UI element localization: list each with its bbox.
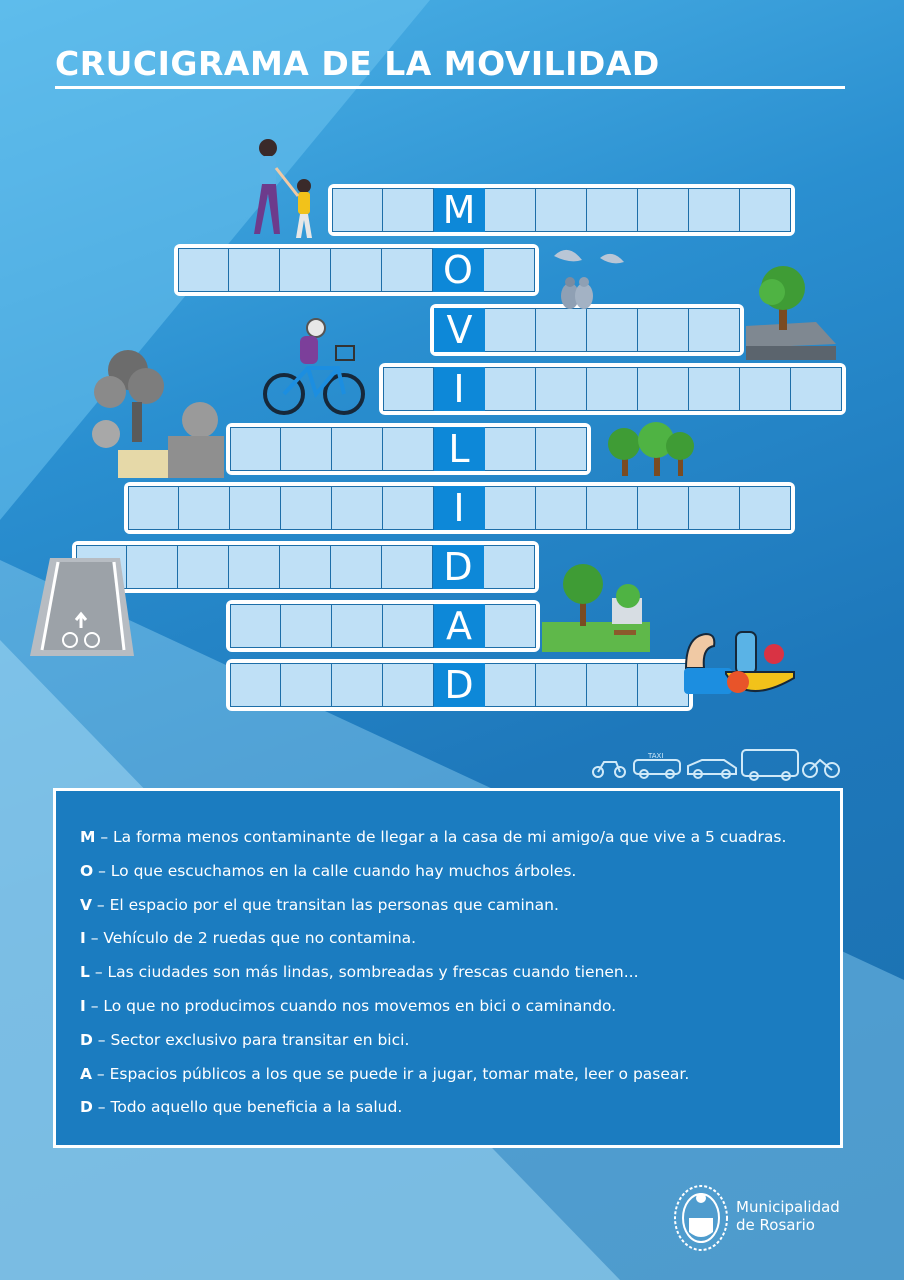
crossword-cell[interactable] (178, 545, 229, 589)
crossword-cell[interactable] (485, 427, 536, 471)
vehicles-icon (590, 746, 840, 786)
crossword-cell[interactable] (536, 663, 587, 707)
crossword-key-cell[interactable]: M (434, 188, 485, 232)
crossword-cell[interactable] (280, 248, 331, 292)
taxi-label: TAXI (648, 752, 664, 760)
crossword-cell[interactable] (638, 367, 689, 411)
crossword-cell[interactable] (740, 188, 791, 232)
crossword-row-1 (328, 184, 795, 236)
crossword-cell[interactable] (281, 663, 332, 707)
crossword-key-cell[interactable]: I (434, 486, 485, 530)
crossword-cell[interactable] (689, 367, 740, 411)
crossword-key-cell[interactable]: O (433, 248, 484, 292)
factory-smoke-icon (88, 346, 228, 480)
crossword-cell[interactable] (332, 486, 383, 530)
crossword-cell[interactable] (383, 486, 434, 530)
crossword-cell[interactable] (536, 427, 587, 471)
healthy-food-icon (682, 622, 804, 706)
crossword-row-4 (379, 363, 846, 415)
crossword-cell[interactable] (128, 486, 179, 530)
clue-item: D – Todo aquello que beneficia a la salud. (80, 1098, 403, 1117)
crossword-cell[interactable] (587, 486, 638, 530)
crossword-cell[interactable] (587, 188, 638, 232)
page-title: CRUCIGRAMA DE LA MOVILIDAD (55, 44, 660, 83)
crossword-cell[interactable] (331, 248, 382, 292)
crossword-cell[interactable] (280, 545, 331, 589)
title-underline (55, 86, 845, 89)
crossword-cell[interactable] (383, 188, 434, 232)
crossword-cell[interactable] (383, 604, 434, 648)
crossword-cell[interactable] (587, 308, 638, 352)
crossword-cell[interactable] (791, 367, 842, 411)
crossword-cell[interactable] (382, 545, 433, 589)
crossword-cell[interactable] (587, 367, 638, 411)
crossword-cell[interactable] (536, 367, 587, 411)
bike-lane-icon (30, 558, 136, 658)
crossword-cell[interactable] (382, 248, 433, 292)
crossword-cell[interactable] (332, 427, 383, 471)
crossword-cell[interactable] (689, 188, 740, 232)
crossword-cell[interactable] (485, 367, 536, 411)
crossword-cell[interactable] (485, 486, 536, 530)
crossword-key-cell[interactable]: V (434, 308, 485, 352)
crossword-cell[interactable] (229, 248, 280, 292)
clue-item: A – Espacios públicos a los que se puede ir a jugar, tomar mate, leer o pasear. (80, 1064, 690, 1083)
municipality-name: Municipalidad de Rosario (736, 1198, 840, 1234)
crossword-cell[interactable] (229, 545, 280, 589)
crossword-key-cell[interactable]: D (433, 545, 484, 589)
crossword-cell[interactable] (230, 604, 281, 648)
crossword-row-6 (124, 482, 795, 534)
crossword-key-cell[interactable]: A (434, 604, 485, 648)
clue-item: V – El espacio por el que transitan las personas que caminan. (80, 895, 559, 914)
crossword-row-8 (226, 600, 540, 652)
crossword-cell[interactable] (383, 427, 434, 471)
clue-item: L – Las ciudades son más lindas, sombreadas y frescas cuando tienen... (80, 963, 639, 982)
crossword-cell[interactable] (638, 188, 689, 232)
crossword-cell[interactable] (230, 663, 281, 707)
crossword-cell[interactable] (281, 427, 332, 471)
crossword-cell[interactable] (740, 367, 791, 411)
tree-icon (746, 262, 836, 362)
crossword-cell[interactable] (485, 663, 536, 707)
trees-icon (594, 422, 704, 478)
crossword-cell[interactable] (689, 308, 740, 352)
crossword-cell[interactable] (281, 604, 332, 648)
crossword-row-7 (72, 541, 539, 593)
crossword-key-cell[interactable]: D (434, 663, 485, 707)
crossword-cell[interactable] (689, 486, 740, 530)
crossword-cell[interactable] (178, 248, 229, 292)
crossword-cell[interactable] (332, 663, 383, 707)
crossword-cell[interactable] (332, 604, 383, 648)
crossword-cell[interactable] (536, 486, 587, 530)
crossword-cell[interactable] (536, 188, 587, 232)
crossword-cell[interactable] (383, 367, 434, 411)
crossword-cell[interactable] (383, 663, 434, 707)
municipality-seal-icon (672, 1180, 730, 1254)
crossword-cell[interactable] (484, 248, 535, 292)
crossword-cell[interactable] (485, 188, 536, 232)
crossword-cell[interactable] (230, 427, 281, 471)
clue-item: O – Lo que escuchamos en la calle cuando hay muchos árboles. (80, 861, 577, 880)
pigeons-icon (548, 242, 630, 312)
crossword-row-2 (174, 244, 539, 296)
crossword-cell[interactable] (536, 308, 587, 352)
crossword-cell[interactable] (485, 308, 536, 352)
crossword-cell[interactable] (281, 486, 332, 530)
park-icon (542, 560, 650, 652)
crossword-key-cell[interactable]: I (434, 367, 485, 411)
crossword-row-9 (226, 659, 693, 711)
crossword-cell[interactable] (484, 545, 535, 589)
crossword-row-5 (226, 423, 591, 475)
cyclist-icon (260, 318, 370, 418)
crossword-cell[interactable] (587, 663, 638, 707)
clues-box (53, 788, 843, 1148)
crossword-cell[interactable] (230, 486, 281, 530)
crossword-cell[interactable] (331, 545, 382, 589)
crossword-cell[interactable] (332, 188, 383, 232)
clue-item: D – Sector exclusivo para transitar en bici. (80, 1030, 410, 1049)
crossword-cell[interactable] (740, 486, 791, 530)
walking-people-icon (240, 134, 324, 244)
crossword-cell[interactable] (638, 486, 689, 530)
crossword-cell[interactable] (638, 308, 689, 352)
clue-item: I – Vehículo de 2 ruedas que no contamina. (80, 929, 417, 948)
crossword-cell[interactable] (485, 604, 536, 648)
crossword-cell[interactable] (179, 486, 230, 530)
clue-item: I – Lo que no producimos cuando nos movemos en bici o caminando. (80, 996, 617, 1015)
clue-item: M – La forma menos contaminante de llegar a la casa de mi amigo/a que vive a 5 cuadras. (80, 828, 787, 846)
crossword-key-cell[interactable]: L (434, 427, 485, 471)
